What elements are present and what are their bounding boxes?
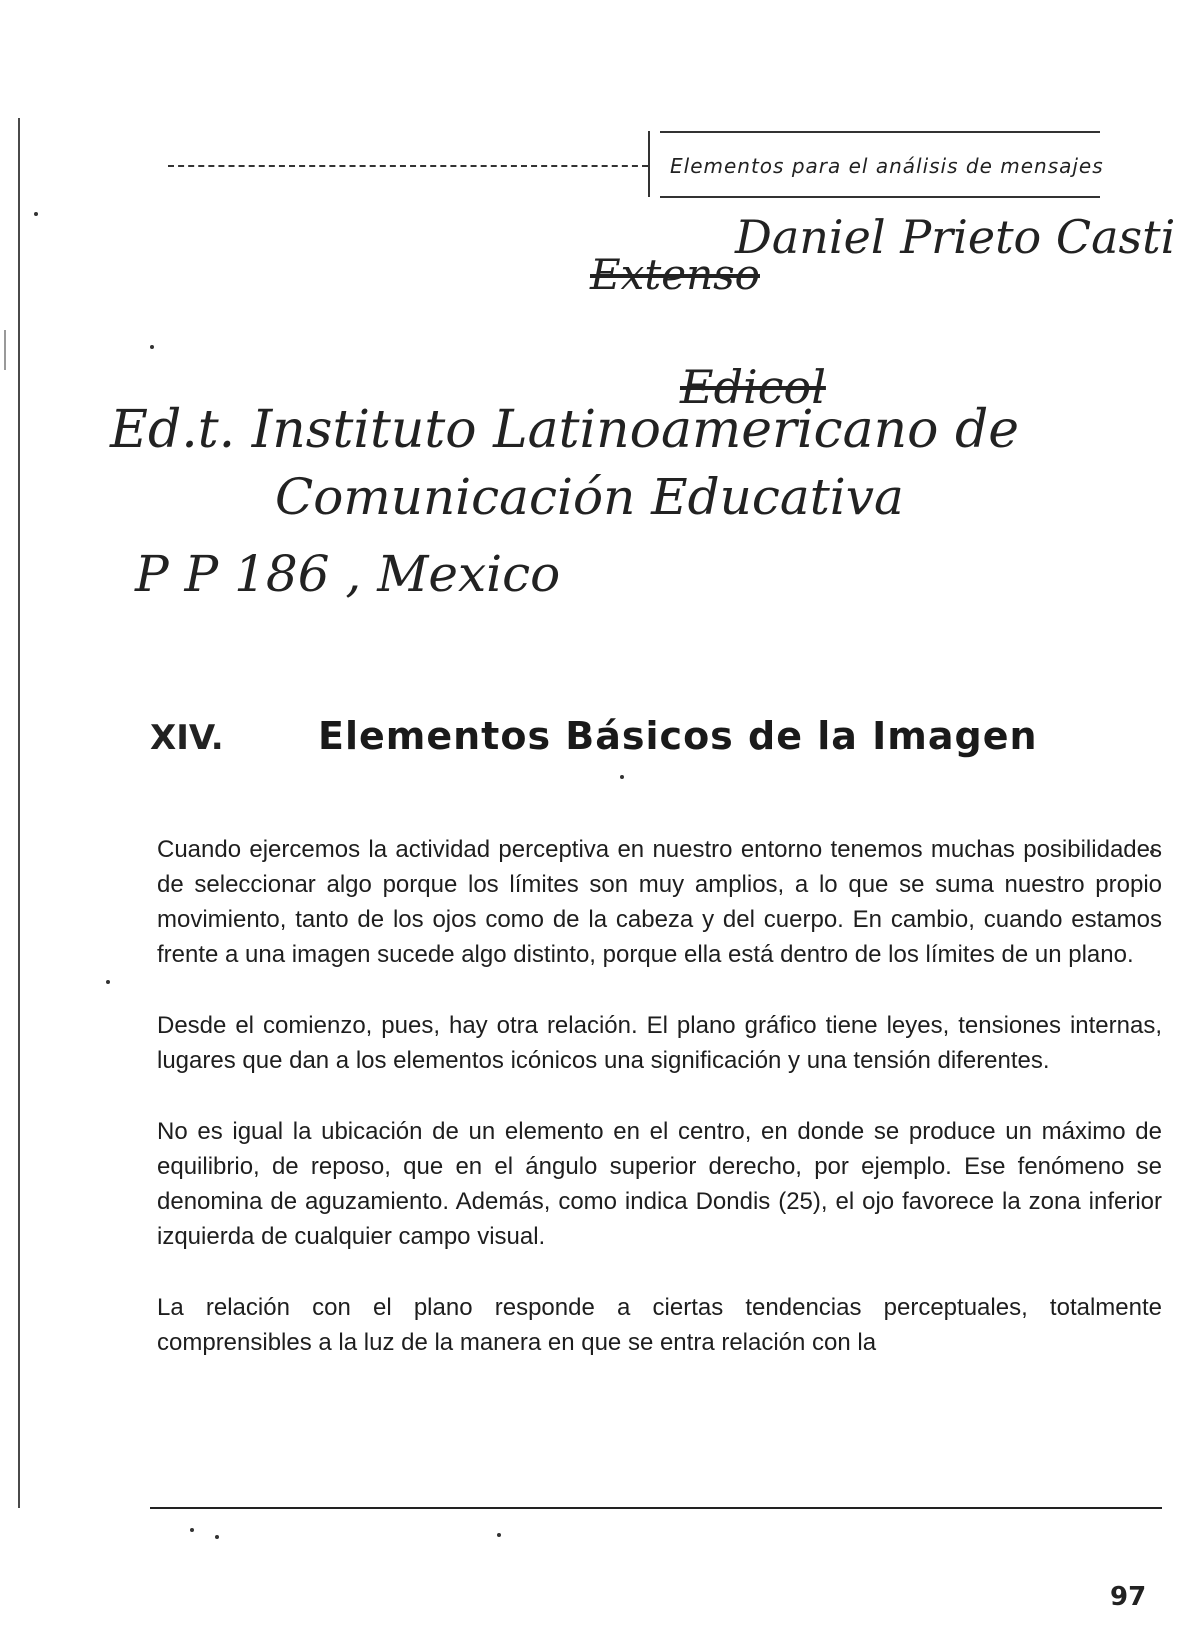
header-rule: [660, 131, 1100, 133]
handwritten-struck-word-2: Edicol: [680, 360, 826, 414]
paragraph: Desde el comienzo, pues, hay otra relación. El plano gráfico tiene leyes, tensiones internas, lugares que dan a los elementos icónicos una significación y una tensión diferentes.: [157, 1012, 1162, 1074]
header-rule: [168, 165, 648, 167]
scan-speck: [215, 1535, 219, 1539]
handwritten-publisher-line-3: P P 186 , Mexico: [135, 545, 561, 603]
handwritten-publisher-line-2: Comunicación Educativa: [275, 468, 904, 526]
footer-rule: [150, 1507, 1162, 1509]
scan-speck: [497, 1533, 501, 1537]
scan-speck: [190, 1528, 194, 1532]
paragraph: No es igual la ubicación de un elemento en el centro, en donde se produce un máximo de equilibrio, de reposo, que en el ángulo superior derecho, por ejemplo. Ese fenómeno se denomina de aguzamiento. Además, como indica Dondis (25), el ojo favorece la zona inferior izquierda de cualquier campo visual.: [157, 1118, 1162, 1250]
handwritten-publisher-line-1: Ed.t. Instituto Latinoamericano de: [110, 400, 1020, 460]
scan-speck: [34, 212, 38, 216]
scan-edge-mark: [4, 330, 6, 370]
chapter-number: XIV.: [150, 718, 224, 758]
header-bracket: [648, 131, 660, 197]
chapter-title: Elementos Básicos de la Imagen: [318, 714, 1038, 758]
handwritten-struck-word: Extenso: [590, 250, 760, 299]
header-rule: [660, 196, 1100, 198]
paragraph: La relación con el plano responde a ciertas tendencias perceptuales, totalmente comprensibles a la luz de la manera en que se entra relación con la: [157, 1294, 1162, 1356]
page-number: 97: [1110, 1582, 1147, 1612]
running-header: Elementos para el análisis de mensajes: [670, 154, 1104, 178]
scan-speck: [106, 980, 110, 984]
scan-edge-line: [18, 118, 20, 1508]
handwritten-author: Daniel Prieto Casti: [735, 210, 1176, 264]
body-text: [157, 832, 1162, 1396]
paragraph: Cuando ejercemos la actividad perceptiva en nuestro entorno tenemos muchas posibilidades de seleccionar algo porque los límites son muy amplios, a lo que se suma nuestro propio movimiento, tanto de los ojos como de la cabeza y del cuerpo. En cambio, cuando estamos frente a una imagen sucede algo distinto, porque ella está dentro de los límites de un plano.: [157, 836, 1162, 968]
scan-speck: [620, 775, 624, 779]
scan-speck: [150, 345, 154, 349]
